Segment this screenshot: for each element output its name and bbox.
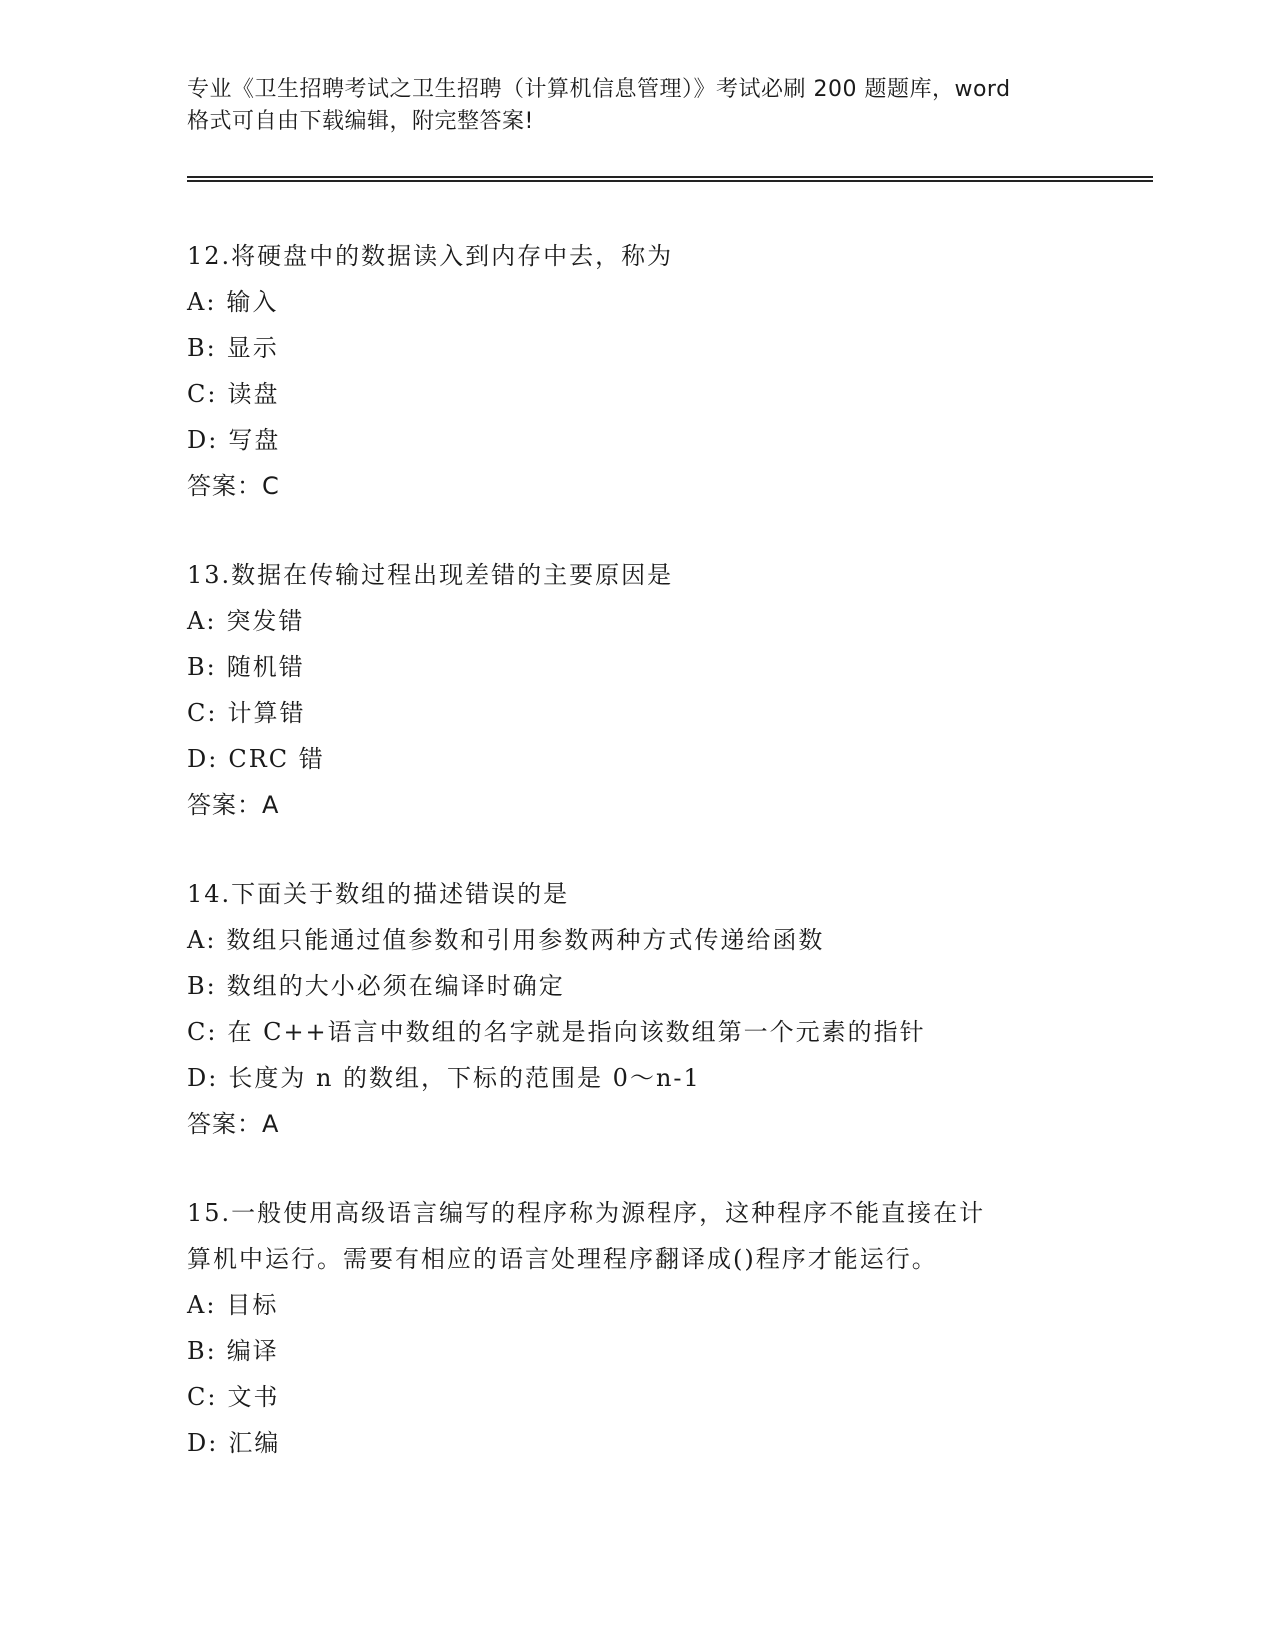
question-block-14 <box>187 871 1107 1147</box>
option-key: D: <box>187 426 219 454</box>
option-d <box>187 736 1107 782</box>
option-text: 读盘 <box>227 380 280 408</box>
option-key: A: <box>187 288 217 316</box>
option-text: 文书 <box>227 1383 280 1411</box>
question-stem: 14.下面关于数组的描述错误的是 <box>187 880 570 908</box>
option-key: A: <box>187 1291 217 1319</box>
option-key: B: <box>187 972 217 1000</box>
option-text: 突发错 <box>226 607 305 635</box>
option-text: 显示 <box>226 334 279 362</box>
answer-label: 答案：A <box>187 1110 280 1138</box>
option-b <box>187 644 1107 690</box>
header-title-line-1: 专业《卫生招聘考试之卫生招聘（计算机信息管理）》考试必刷 200 题题库，word <box>187 77 1011 102</box>
option-text: 输入 <box>226 288 279 316</box>
option-key: D: <box>187 745 219 773</box>
option-key: A: <box>187 926 217 954</box>
option-b <box>187 325 1107 371</box>
option-key: D: <box>187 1064 219 1092</box>
option-b <box>187 963 1107 1009</box>
question-stem-line-1: 15.一般使用高级语言编写的程序称为源程序，这种程序不能直接在计 <box>187 1199 986 1227</box>
option-text: 随机错 <box>226 653 305 681</box>
option-a <box>187 917 1107 963</box>
option-key: C: <box>187 1383 218 1411</box>
option-key: B: <box>187 1337 217 1365</box>
question-stem-line-2: 算机中运行。需要有相应的语言处理程序翻译成()程序才能运行。 <box>187 1245 938 1273</box>
option-text: CRC 错 <box>228 745 325 773</box>
option-a <box>187 279 1107 325</box>
option-text: 在 C++语言中数组的名字就是指向该数组第一个元素的指针 <box>227 1018 926 1046</box>
question-block-13 <box>187 552 1107 828</box>
question-stem: 12.将硬盘中的数据读入到内存中去，称为 <box>187 242 674 270</box>
document-header <box>187 74 1087 138</box>
option-key: B: <box>187 653 217 681</box>
question-block-12 <box>187 233 1107 509</box>
option-b <box>187 1328 1107 1374</box>
option-key: C: <box>187 1018 218 1046</box>
option-key: D: <box>187 1429 219 1457</box>
option-c <box>187 1374 1107 1420</box>
option-d <box>187 1420 1107 1466</box>
answer-label: 答案：A <box>187 791 280 819</box>
option-c <box>187 371 1107 417</box>
option-key: C: <box>187 699 218 727</box>
option-a <box>187 598 1107 644</box>
option-text: 目标 <box>226 1291 279 1319</box>
header-title-line-2: 格式可自由下载编辑，附完整答案! <box>187 109 534 134</box>
option-text: 长度为 n 的数组，下标的范围是 0～n-1 <box>228 1064 701 1092</box>
option-text: 计算错 <box>227 699 306 727</box>
option-a <box>187 1282 1107 1328</box>
option-text: 数组的大小必须在编译时确定 <box>226 972 565 1000</box>
question-stem: 13.数据在传输过程出现差错的主要原因是 <box>187 561 674 589</box>
option-d <box>187 417 1107 463</box>
answer-label: 答案：C <box>187 472 280 500</box>
option-text: 数组只能通过值参数和引用参数两种方式传递给函数 <box>226 926 825 954</box>
option-d <box>187 1055 1107 1101</box>
option-key: C: <box>187 380 218 408</box>
question-block-15 <box>187 1190 1107 1466</box>
header-divider <box>187 176 1153 182</box>
option-key: A: <box>187 607 217 635</box>
option-key: B: <box>187 334 217 362</box>
option-c <box>187 690 1107 736</box>
option-c <box>187 1009 1107 1055</box>
option-text: 写盘 <box>228 426 281 454</box>
option-text: 编译 <box>226 1337 279 1365</box>
option-text: 汇编 <box>228 1429 281 1457</box>
